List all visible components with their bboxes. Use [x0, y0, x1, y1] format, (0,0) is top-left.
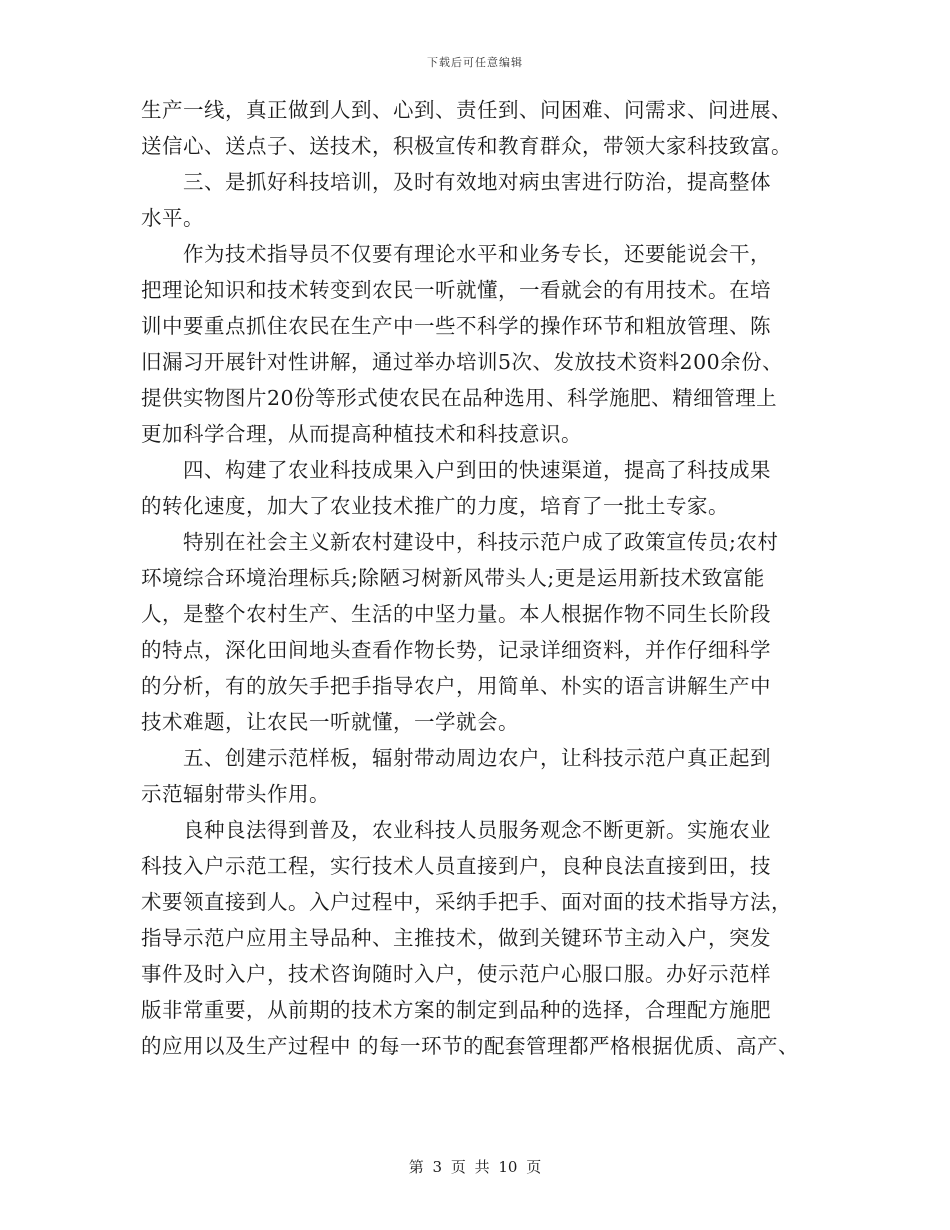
- text-line: 三、是抓好科技培训，及时有效地对病虫害进行防治，提高整体: [141, 170, 771, 194]
- text-line: 更加科学合理，从而提高种植技术和科技意识。: [141, 422, 582, 446]
- text-line: 训中要重点抓住农民在生产中一些不科学的操作环节和粗放管理、陈: [141, 314, 771, 338]
- text-line: 作为技术指导员不仅要有理论水平和业务专长，还要能说会干，: [141, 242, 771, 266]
- text-line: 科技入户示范工程，实行技术人员直接到户，良种良法直接到田，技: [141, 854, 771, 878]
- text-line: 指导示范户应用主导品种、主推技术，做到关键环节主动入户，突发: [141, 926, 771, 950]
- text-line: 版非常重要，从前期的技术方案的制定到品种的选择，合理配方施肥: [141, 998, 771, 1022]
- text-line: 水平。: [141, 206, 204, 230]
- text-line: 示范辐射带头作用。: [141, 782, 330, 806]
- body-text: [141, 92, 821, 1064]
- text-line: 环境综合环境治理标兵;除陋习树新风带头人;更是运用新技术致富能: [141, 566, 765, 590]
- text-line: 四、构建了农业科技成果入户到田的快速渠道，提高了科技成果: [141, 458, 771, 482]
- text-line: 送信心、送点子、送技术，积极宣传和教育群众，带领大家科技致富。: [141, 134, 792, 158]
- text-line: 的分析，有的放矢手把手指导农户，用简单、朴实的语言讲解生产中: [141, 674, 771, 698]
- text-line: 的应用以及生产过程中 的每一环节的配套管理都严格根据优质、高产、: [141, 1034, 800, 1058]
- text-line: 的转化速度，加大了农业技术推广的力度，培育了一批土专家。: [141, 494, 729, 518]
- text-line: 旧漏习开展针对性讲解，通过举办培训5次、发放技术资料200余份、: [141, 350, 784, 374]
- text-line: 人，是整个农村生产、生活的中坚力量。本人根据作物不同生长阶段: [141, 602, 771, 626]
- text-line: 良种良法得到普及，农业科技人员服务观念不断更新。实施农业: [141, 818, 771, 842]
- text-line: 提供实物图片20份等形式使农民在品种选用、科学施肥、精细管理上: [141, 386, 778, 410]
- text-line: 术要领直接到人。入户过程中，采纳手把手、面对面的技术指导方法，: [141, 890, 792, 914]
- text-line: 把理论知识和技术转变到农民一听就懂，一看就会的有用技术。在培: [141, 278, 771, 302]
- text-line: 生产一线，真正做到人到、心到、责任到、问困难、问需求、问进展、: [141, 98, 792, 122]
- text-line: 特别在社会主义新农村建设中，科技示范户成了政策宣传员;农村: [141, 530, 779, 554]
- header-note: 下载后可任意编辑: [427, 56, 523, 69]
- text-line: 的特点，深化田间地头查看作物长势，记录详细资料，并作仔细科学: [141, 638, 771, 662]
- page-number-footer: 第 3 页 共 10 页: [408, 1158, 542, 1176]
- text-line: 技术难题，让农民一听就懂，一学就会。: [141, 710, 519, 734]
- text-line: 五、创建示范样板，辐射带动周边农户，让科技示范户真正起到: [141, 746, 771, 770]
- text-line: 事件及时入户，技术咨询随时入户，使示范户心服口服。办好示范样: [141, 962, 771, 986]
